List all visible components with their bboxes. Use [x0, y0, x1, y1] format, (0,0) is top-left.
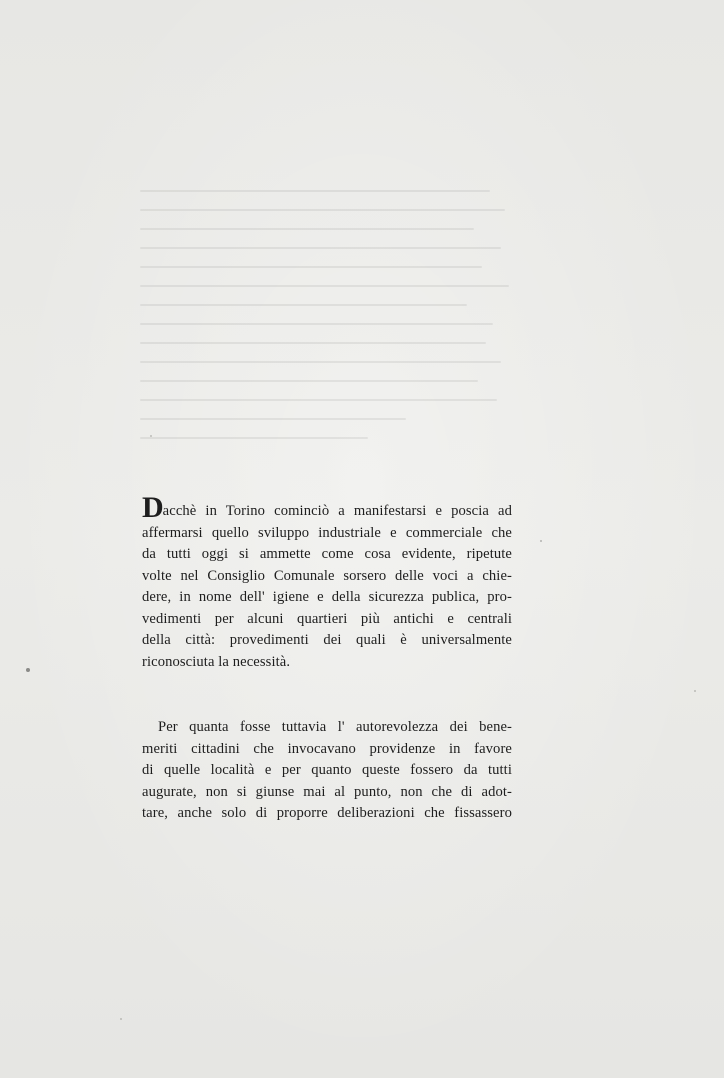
paper-speck — [120, 1018, 122, 1020]
paragraph-line: dere, in nome dell' igiene e della sicurezza publica, pro- — [142, 589, 512, 605]
paragraph-1 — [142, 491, 512, 673]
paragraph-2 — [142, 717, 512, 825]
paragraph-line: riconosciuta la necessità. — [142, 653, 291, 670]
paper-speck — [150, 435, 152, 437]
paragraph-line: di quelle località e per quanto queste fossero da tutti — [142, 762, 512, 778]
paragraph-line: augurate, non si giunse mai al punto, non che di adot- — [142, 783, 512, 800]
paragraph-line: tare, anche solo di proporre deliberazioni che fissassero — [142, 805, 512, 821]
paragraph-line: vedimenti per alcuni quartieri più antichi e centrali — [142, 610, 512, 627]
paragraph-line: da tutti oggi si ammette come cosa evidente, ripetute — [142, 546, 512, 562]
paragraph-line: meriti cittadini che invocavano providenze in favore — [142, 740, 512, 757]
drop-cap: D — [142, 491, 163, 524]
reverse-side-bleed-through — [140, 190, 520, 490]
paragraph-line: affermarsi quello sviluppo industriale e commerciale che — [142, 524, 512, 541]
paragraph-line: Dacchè in Torino cominciò a manifestarsi e poscia ad — [142, 491, 512, 524]
paragraph-line: Per quanta fosse tuttavia l' autorevolezza dei bene- — [158, 719, 512, 735]
paper-speck — [26, 668, 30, 672]
paper-speck — [694, 690, 696, 692]
paragraph-line: della città: provedimenti dei quali è universalmente — [142, 632, 512, 648]
paragraph-line: volte nel Consiglio Comunale sorsero delle voci a chie- — [142, 567, 512, 584]
paper-speck — [540, 540, 542, 542]
